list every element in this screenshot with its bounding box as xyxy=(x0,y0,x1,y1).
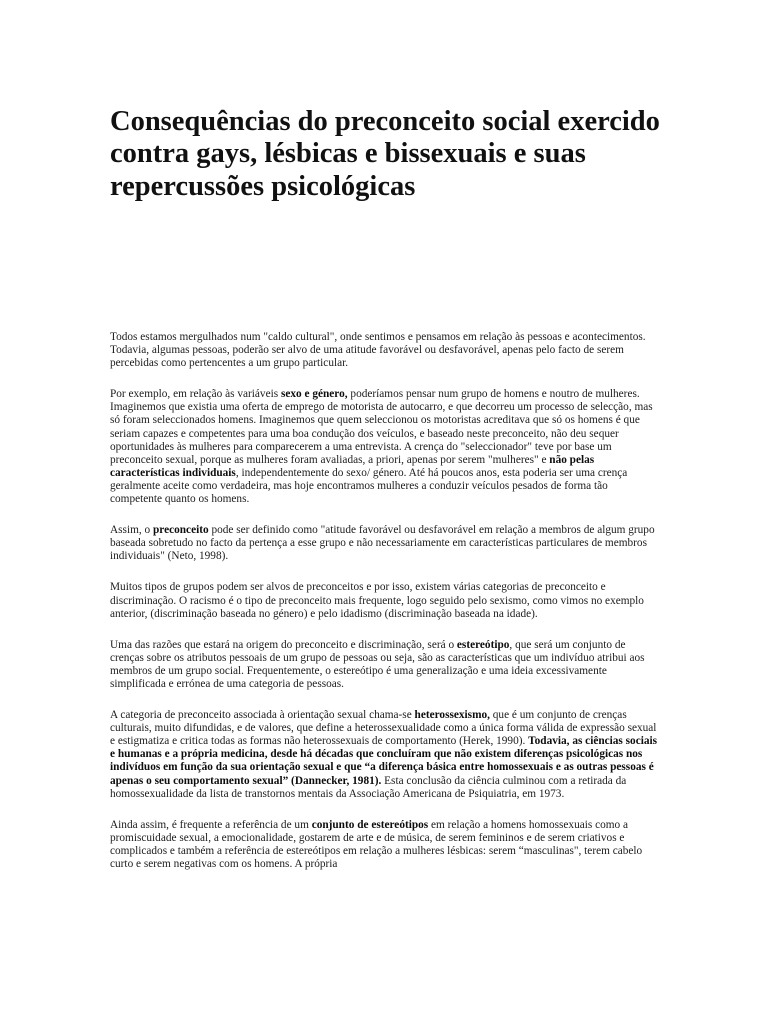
paragraph-tipos-preconceito xyxy=(110,581,660,620)
paragraph-exemplo-sexo-genero xyxy=(110,388,660,506)
paragraph-text: Ainda assim, é frequente a referência de um xyxy=(110,818,312,831)
bold-term: sexo e género, xyxy=(280,388,348,401)
bold-passage: Todavia, as ciências sociais e humanas e a própria medicina, desde há décadas que concluíram que não existem diferenças psicológicas nos indivíduos em função da sua orientação sexual e que “a diferença básica entre homossexuais e as outras pessoas é apenas o seu comportamento sexual” (Dannecker, 1981). xyxy=(110,735,658,787)
bold-term: heterossexismo, xyxy=(414,709,490,722)
paragraph-text: Por exemplo, em relação às variáveis xyxy=(110,388,281,401)
paragraph-text: Assim, o xyxy=(110,524,153,537)
bold-term: conjunto de estereótipos xyxy=(311,818,429,831)
document-title: Consequências do preconceito social exercido contra gays, lésbicas e bissexuais e suas repercussões psicológicas xyxy=(110,106,660,202)
paragraph-text: em relação a homens homossexuais como a promiscuidade sexual, a emocionalidade, gostarem de arte e de música, de serem femininos e de serem criativos e complicados e também a referência de estereótipos em relação a mulheres lésbicas: serem “masculinas", terem cabelo curto e serem negativas com os homens. A própria xyxy=(110,818,643,870)
document-body xyxy=(110,331,660,889)
paragraph-heterossexismo xyxy=(110,709,660,801)
paragraph-text: , independentemente do sexo/ género. Até há poucos anos, esta poderia ser uma crença geralmente aceite como verdadeira, mas hoje encontramos mulheres a conduzir veículos pesados de forma tão competente quanto os homens. xyxy=(110,466,628,506)
paragraph-text: Uma das razões que estará na origem do preconceito e discriminação, será o xyxy=(110,638,457,651)
paragraph-caldo-cultural xyxy=(110,331,660,370)
paragraph-estereotipos-lgb xyxy=(110,819,660,871)
paragraph-text: que é um conjunto de crenças culturais, muito difundidas, e de valores, que define a heterossexualidade como a única forma válida de expressão sexual e estigmatiza e critica todas as formas não heterossexuais de comportamento (Herek, 1990). xyxy=(110,709,657,748)
paragraph-text: , que será um conjunto de crenças sobre os atributos pessoais de um grupo de pessoas ou seja, são as características que um indivíduo atribui aos membros de um grupo social. Frequentemente, o estereótipo é uma generalização e uma ideia excessivamente simplificada e errónea de uma categoria de pessoas. xyxy=(110,638,645,690)
paragraph-text: Esta conclusão da ciência culminou com a retirada da homossexualidade da lista de transtornos mentais da Associação Americana de Psiquiatria, em 1973. xyxy=(110,774,627,800)
bold-term: não pelas características individuais xyxy=(110,453,595,479)
paragraph-text: poderíamos pensar num grupo de homens e noutro de mulheres. Imaginemos que existia uma oferta de emprego de motorista de autocarro, e que decorreu um processo de selecção, mas só foram seleccionados homens. Imaginemos que quem seleccionou os motoristas acreditava que só os homens é que seriam capazes e competentes para uma boa condução dos veículos, e baseado neste preconceito, não deu sequer oportunidades às mulheres para comparecerem a uma entrevista. A crença do "seleccionador" teve por base um preconceito sexual, porque as mulheres foram avaliadas, a priori, apenas por serem "mulheres" e xyxy=(110,388,653,466)
bold-term: estereótipo xyxy=(456,638,510,651)
bold-term: preconceito xyxy=(153,524,209,537)
paragraph-estereotipo xyxy=(110,639,660,691)
paragraph-text: pode ser definido como "atitude favorável ou desfavorável em relação a membros de algum grupo baseada sobretudo no facto da pertença a esse grupo e não necessariamente em características particulares de membros individuais" (Neto, 1998). xyxy=(110,524,655,563)
paragraph-text: Muitos tipos de grupos podem ser alvos de preconceitos e por isso, existem várias categorias de preconceito e discriminação. O racismo é o tipo de preconceito mais frequente, logo seguido pelo sexismo, como vimos no exemplo anterior, (discriminação baseada no género) e pelo idadismo (discriminação baseada na idade). xyxy=(110,581,644,620)
paragraph-text: Todos estamos mergulhados num "caldo cultural", onde sentimos e pensamos em relação às pessoas e acontecimentos. Todavia, algumas pessoas, poderão ser alvo de uma atitude favorável ou desfavorável, apenas pelo facto de serem percebidas como pertencentes a um grupo particular. xyxy=(110,331,646,370)
paragraph-text: A categoria de preconceito associada à orientação sexual chama-se xyxy=(110,709,415,722)
paragraph-definicao-preconceito xyxy=(110,524,660,563)
